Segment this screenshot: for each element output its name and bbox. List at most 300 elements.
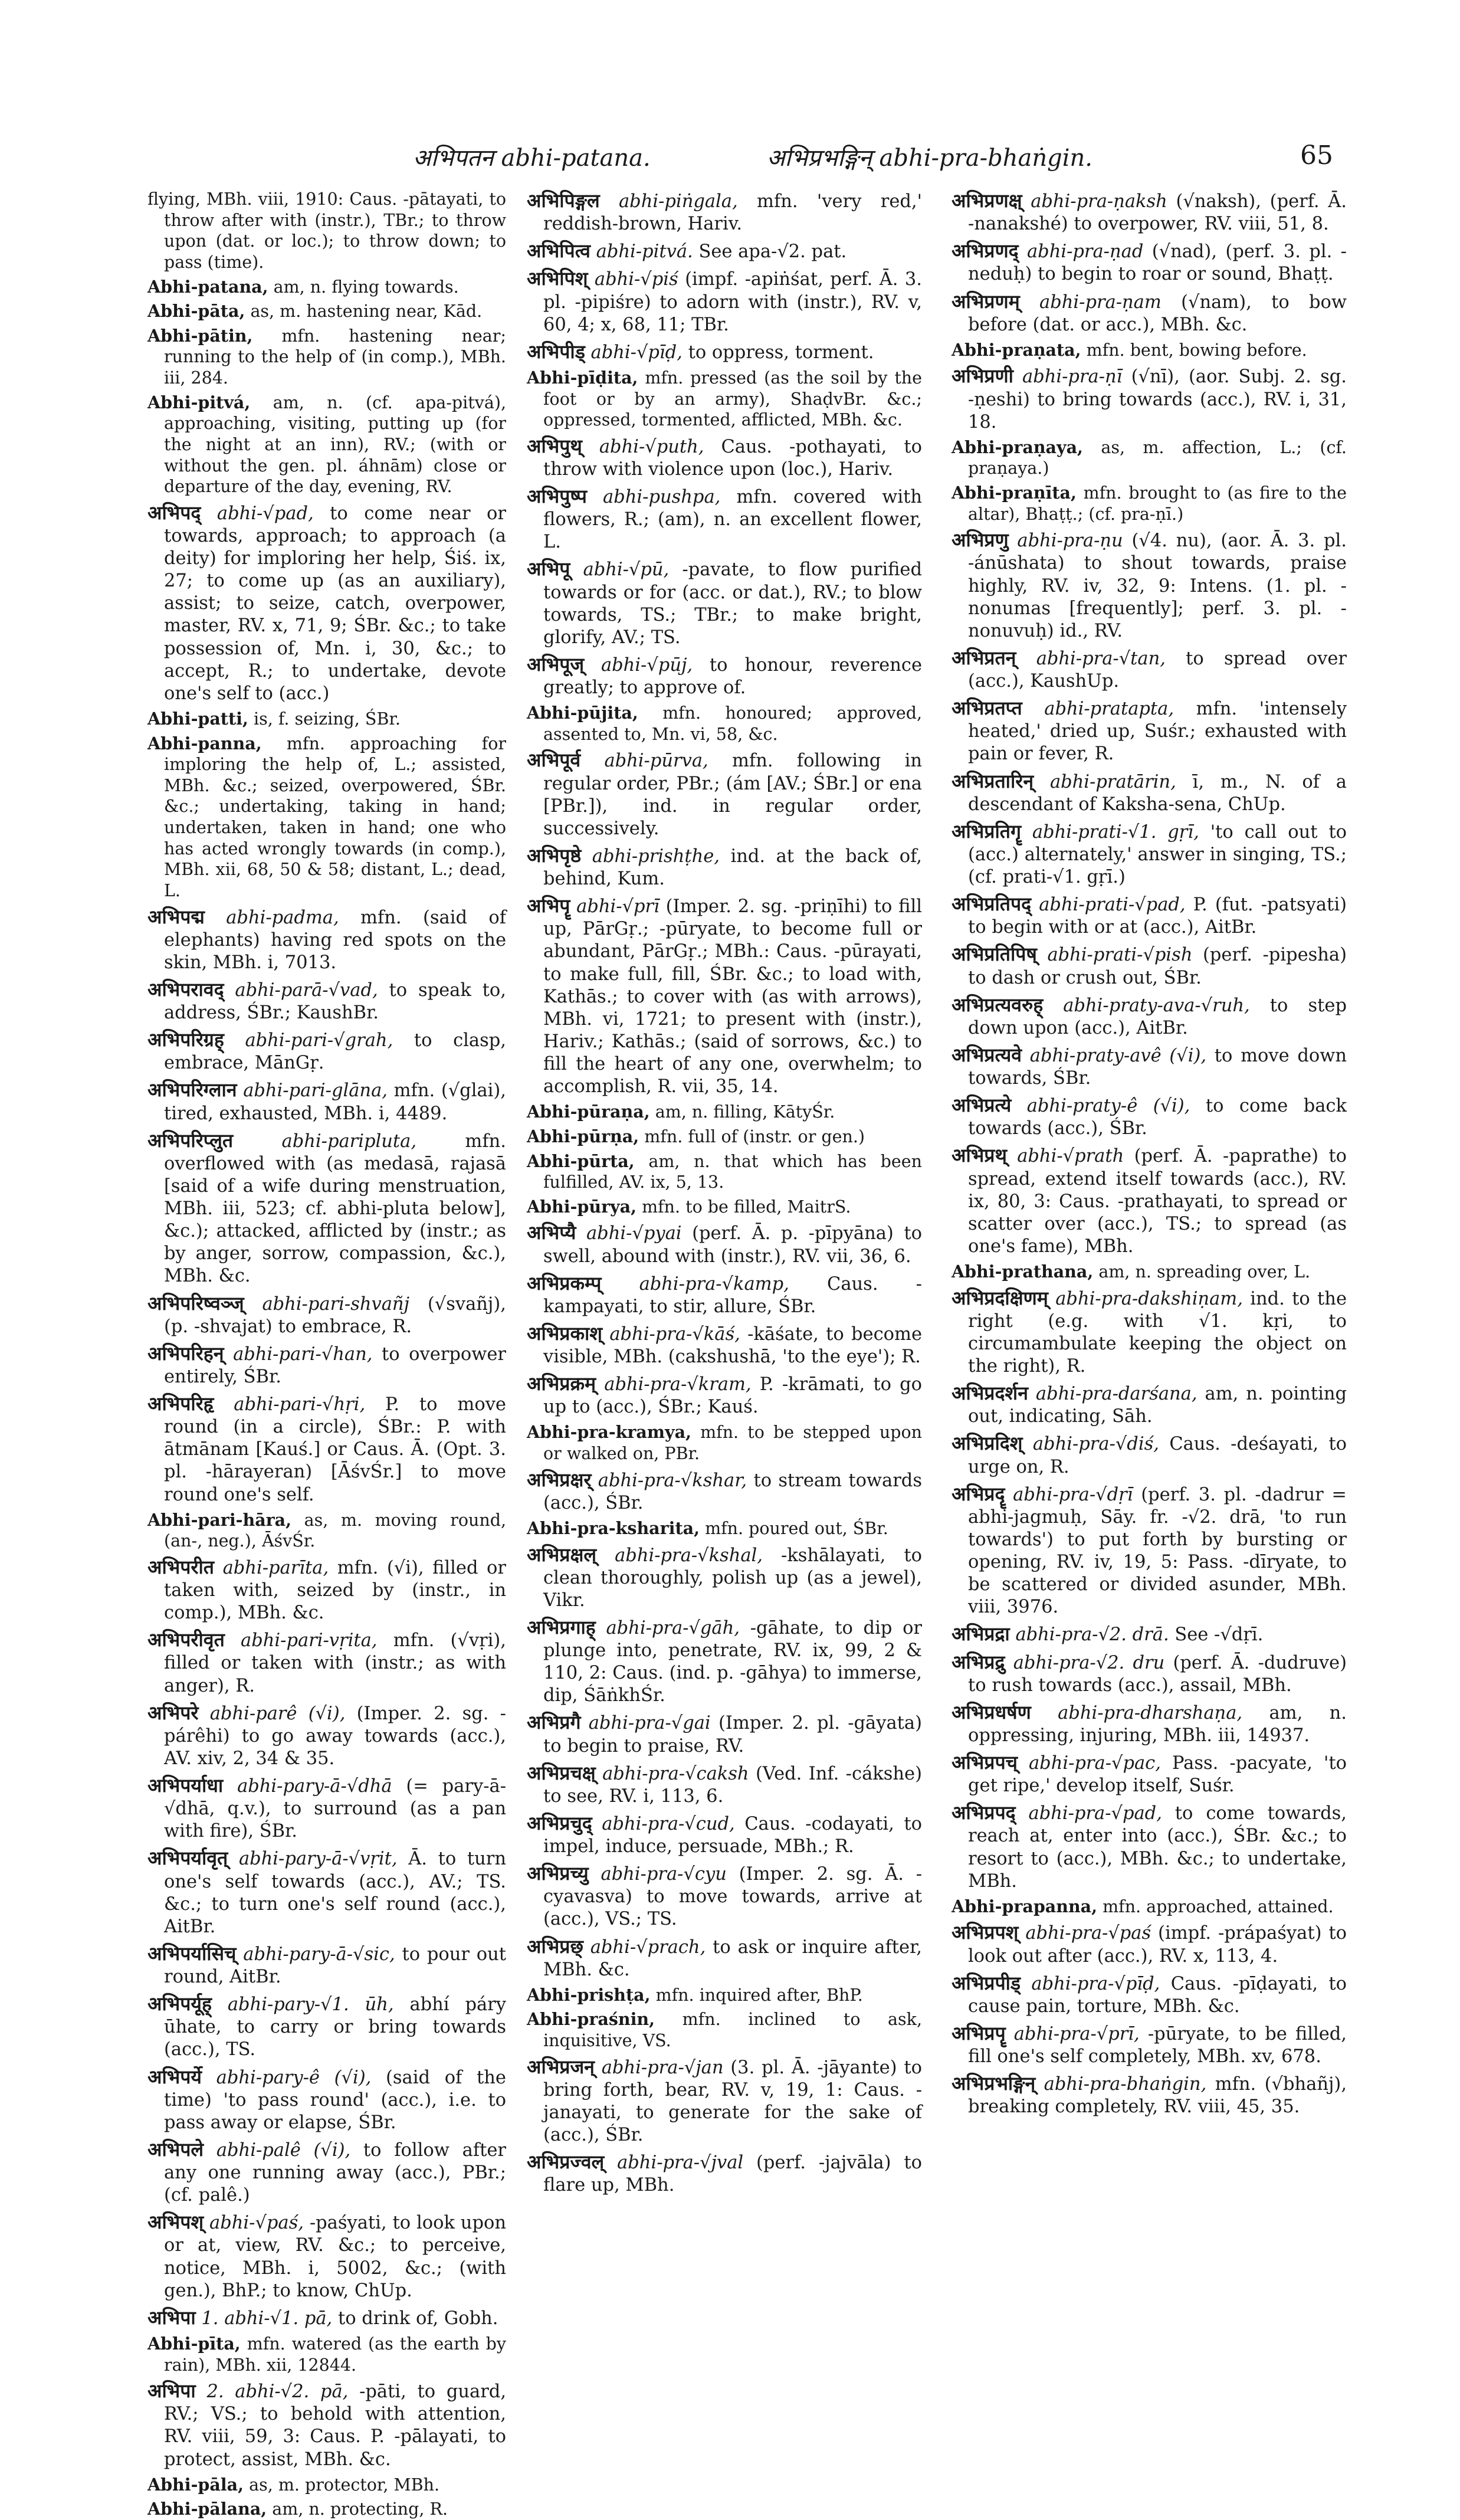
dictionary-entry xyxy=(952,696,1347,765)
headword: abhi-paripluta, xyxy=(281,1130,417,1152)
headword: abhi-pra-√diś, xyxy=(1032,1434,1159,1455)
dictionary-entry xyxy=(147,1846,506,1938)
definition: to spread over (acc.), KaushUp. xyxy=(968,648,1347,692)
dictionary-subentry xyxy=(527,1985,922,2006)
headword: Abhi-pra-kramya, xyxy=(527,1422,691,1443)
dictionary-entry xyxy=(952,1622,1347,1646)
dictionary-entry xyxy=(147,905,506,974)
dictionary-subentry xyxy=(527,1151,922,1193)
headword: 1. abhi-√1. pā, xyxy=(201,2308,333,2329)
definition: (Imper. 2. pl. -gāyata) to begin to praise, RV. xyxy=(543,1713,922,1757)
dictionary-subentry xyxy=(147,709,506,730)
dictionary-entry xyxy=(952,646,1347,693)
devanagari-headword: अभिपिङ्गल xyxy=(527,189,600,212)
definition: am, n. spreading over, L. xyxy=(1098,1262,1311,1282)
headword: abhi-pra-√2. drā. xyxy=(1015,1624,1169,1646)
dictionary-subentry xyxy=(527,368,922,431)
devanagari-headword: अभिपरिहृ xyxy=(147,1392,214,1415)
devanagari-headword: अभिप्रद्रु xyxy=(952,1650,1005,1673)
definition: mfn. (√vṛi), filled or taken with (instr.; as with anger), R. xyxy=(164,1630,506,1696)
dictionary-entry xyxy=(147,1292,506,1338)
dictionary-entry xyxy=(527,1272,922,1318)
definition: mfn. 'intensely heated,' dried up, Suśr.; exhausted with pain or fever, R. xyxy=(968,699,1347,765)
dictionary-entry xyxy=(147,2210,506,2302)
devanagari-headword: अभिप्रगाह् xyxy=(527,1615,596,1639)
devanagari-headword: अभिपरावद् xyxy=(147,978,224,1001)
devanagari-headword: अभिपर्यासिच् xyxy=(147,1942,237,1965)
devanagari-headword: अभिप्रचुद् xyxy=(527,1811,592,1834)
dictionary-subentry xyxy=(147,1510,506,1552)
definition: P. (fut. -patsyati) to begin with or at (acc.), AitBr. xyxy=(968,894,1347,938)
dictionary-entry xyxy=(527,2055,922,2147)
definition: (said of the time) 'to pass round' (acc.), i.e. to pass away or elapse, ŚBr. xyxy=(164,2067,506,2133)
devanagari-headword: अभिप्रणक्ष् xyxy=(952,189,1022,212)
dictionary-entry xyxy=(952,1093,1347,1140)
dictionary-entry xyxy=(952,2021,1347,2068)
definition: Caus. -pothayati, to throw with violence upon (loc.), Hariv. xyxy=(543,436,922,480)
devanagari-headword: अभिपद् xyxy=(147,501,201,524)
definition: mfn. inclined to ask, inquisitive, VS. xyxy=(543,2010,923,2050)
devanagari-headword: अभिप्रणु xyxy=(952,529,1009,552)
headword: abhi-pra-√jval xyxy=(617,2152,744,2174)
headword: Abhi-prishṭa, xyxy=(527,1984,651,2005)
devanagari-headword: अभिप्रदिश् xyxy=(952,1432,1023,1455)
devanagari-headword: अभिप्रतिपिष् xyxy=(952,943,1037,966)
headword: abhi-pari-√hṛi, xyxy=(234,1394,366,1415)
devanagari-headword: अभिपरिहन् xyxy=(147,1342,224,1365)
dictionary-entry xyxy=(527,1935,922,1981)
column-2 xyxy=(527,189,923,2196)
devanagari-headword: अभिप्रकम्प् xyxy=(527,1272,602,1295)
devanagari-headword: अभिपद्म xyxy=(147,905,205,928)
headword: Abhi-pūrṇa, xyxy=(527,1126,639,1146)
devanagari-headword: अभिप्रथ् xyxy=(952,1144,1007,1167)
devanagari-headword: अभिप्रपीड् xyxy=(952,1971,1021,1994)
headword: Abhi-pūrya, xyxy=(527,1196,637,1217)
dictionary-entry xyxy=(952,1431,1347,1478)
devanagari-headword: अभिप्रजन् xyxy=(527,2055,595,2078)
definition: to overpower entirely, ŚBr. xyxy=(164,1343,506,1387)
dictionary-entry xyxy=(147,1992,506,2061)
headword: abhi-pushpa, xyxy=(603,487,721,507)
headword: abhi-parê (√i), xyxy=(209,1703,346,1724)
definition: (√nad), (perf. 3. pl. -neduḥ) to begin to roar or sound, Bhaṭṭ. xyxy=(968,241,1347,285)
headword: abhi-pari-shvañj xyxy=(262,1293,410,1315)
definition: to drink of, Gobh. xyxy=(337,2308,498,2329)
headword: abhi-pra-√gāh, xyxy=(606,1617,740,1639)
definition: am, n. pointing out, indicating, Sāh. xyxy=(968,1384,1347,1427)
dictionary-entry xyxy=(952,1801,1347,1893)
dictionary-entry xyxy=(147,1028,506,1074)
dictionary-entry xyxy=(952,769,1347,816)
headword: abhi-prati-√1. gṛī, xyxy=(1032,821,1199,843)
definition: (Imper. 2. sg. -párêhi) to go away towards (acc.), AV. xiv, 2, 34 & 35. xyxy=(164,1703,506,1769)
headword: Abhi-pari-hāra, xyxy=(147,1509,292,1530)
dictionary-entry xyxy=(952,2072,1347,2118)
definition: mfn. inquired after, BhP. xyxy=(655,1985,863,2005)
definition: as, m. hastening near, Kād. xyxy=(250,302,483,322)
dictionary-entry xyxy=(147,2065,506,2134)
dictionary-entry xyxy=(952,1650,1347,1697)
header-left-word: अभिपतन abhi-patana. xyxy=(413,145,651,172)
devanagari-headword: अभिप्यै xyxy=(527,1221,576,1244)
devanagari-headword: अभिपरिग्लान xyxy=(147,1079,237,1102)
headword: abhi-pra-ṇu xyxy=(1017,530,1123,552)
devanagari-headword: अभिपश् xyxy=(147,2211,204,2234)
devanagari-headword: अभिपू xyxy=(527,558,570,581)
headword: abhi-pra-√2. dru xyxy=(1013,1652,1165,1673)
definition: to oppress, torment. xyxy=(688,342,874,363)
definition: See -√dṛī. xyxy=(1174,1624,1264,1646)
headword: abhi-pra-ṇam xyxy=(1039,291,1162,313)
headword: abhi-piṅgala, xyxy=(619,191,738,212)
definition: Caus. -kampayati, to stir, allure, ŚBr. xyxy=(543,1273,922,1317)
definition: mfn. hastening near; running to the help of (in comp.), MBh. iii, 284. xyxy=(164,326,506,388)
headword: abhi-√pūj, xyxy=(601,654,693,676)
devanagari-headword: अभिप्रतारिन् xyxy=(952,769,1034,792)
definition: ind. to the right (e.g. with √1. kṛi, to circumambulate keeping the object on the right), R. xyxy=(968,1288,1347,1377)
dictionary-entry xyxy=(527,189,922,235)
dictionary-entry xyxy=(952,189,1347,235)
definition: (perf. Ā. -paprathe) to spread, extend itself towards (acc.), RV. ix, 80, 3: Caus. -prathayati, to spread or scatter over (acc.), TS.; to spread (as one's fame), MBh. xyxy=(968,1146,1347,1257)
dictionary-entry xyxy=(147,1078,506,1125)
dictionary-entry xyxy=(952,1143,1347,1258)
headword: abhi-√pū, xyxy=(583,559,670,581)
headword: abhi-√pīḍ, xyxy=(590,342,683,363)
headword: abhi-pari-√han, xyxy=(233,1343,373,1365)
headword: abhi-pratapta, xyxy=(1044,699,1174,720)
headword: abhi-√pyai xyxy=(586,1223,682,1244)
headword: Abhi-praṇīta, xyxy=(952,483,1077,503)
devanagari-headword: अभिप्रपच् xyxy=(952,1751,1018,1774)
dictionary-entry xyxy=(952,993,1347,1040)
definition: mfn. poured out, ŚBr. xyxy=(705,1518,888,1538)
definition: am, n. (cf. apa-pitvá), approaching, visiting, putting up (for the night at an inn), RV.; (with or without the gen. pl. áhnām) close or departure of the day, evening, RV. xyxy=(164,392,507,497)
headword: abhi-pra-ṇad xyxy=(1026,241,1144,263)
dictionary-entry xyxy=(527,267,922,336)
dictionary-subentry xyxy=(952,340,1347,361)
devanagari-headword: अभिपित्व xyxy=(527,240,590,263)
devanagari-headword: अभिपर्ये xyxy=(147,2065,202,2088)
headword: Abhi-pālana, xyxy=(147,2499,267,2519)
headword: abhi-parā-√vad, xyxy=(235,979,378,1001)
devanagari-headword: अभिपुथ् xyxy=(527,434,582,457)
column-3 xyxy=(952,189,1347,2118)
headword: abhi-√pad, xyxy=(216,503,314,524)
headword: abhi-pari-vṛita, xyxy=(241,1630,378,1651)
definition: (√nī), (aor. Subj. 2. sg. -ṇeshi) to bring towards (acc.), RV. i, 31, 18. xyxy=(968,366,1347,432)
dictionary-entry xyxy=(527,340,922,364)
headword: abhi-praty-ê (√i), xyxy=(1026,1096,1190,1117)
dictionary-entry xyxy=(527,1543,922,1612)
headword: abhi-pra-√tan, xyxy=(1036,648,1166,669)
devanagari-headword: अभिपरे xyxy=(147,1701,199,1724)
devanagari-headword: अभिप्रद्रा xyxy=(952,1623,1010,1646)
headword: abhi-pra-√kshal, xyxy=(615,1545,763,1566)
definition: am, n. oppressing, injuring, MBh. iii, 14937. xyxy=(968,1702,1347,1746)
definition: to clasp, embrace, MānGṛ. xyxy=(164,1030,506,1074)
dictionary-subentry xyxy=(952,1261,1347,1283)
dictionary-subentry xyxy=(527,2009,922,2051)
headword: Abhi-pitvá, xyxy=(147,392,251,412)
definition: mfn. to be filled, MaitrS. xyxy=(642,1197,851,1217)
headword: abhi-pra-ṇaksh xyxy=(1031,191,1167,212)
definition: am, n. flying towards. xyxy=(273,277,459,297)
headword: Abhi-pīḍita, xyxy=(527,367,638,388)
headword: Abhi-pūrta, xyxy=(527,1151,635,1171)
definition: mfn. full of (instr. or gen.) xyxy=(644,1126,865,1146)
devanagari-headword: अभिपा xyxy=(147,2306,196,2329)
headword: abhi-pra-√kshar, xyxy=(598,1470,747,1491)
headword: abhi-pratārin, xyxy=(1049,771,1176,792)
headword: abhi-pra-√pad, xyxy=(1028,1803,1162,1824)
dictionary-entry xyxy=(147,1701,506,1770)
headword: Abhi-praṇaya, xyxy=(952,437,1083,457)
headword: abhi-palê (√i), xyxy=(216,2139,351,2161)
dictionary-entry xyxy=(952,942,1347,989)
headword: abhi-pary-√1. ūh, xyxy=(227,1994,394,2016)
devanagari-headword: अभिप्रगै xyxy=(527,1711,581,1734)
devanagari-headword: अभिप्रपॄ xyxy=(952,2021,1006,2044)
definition: Caus. -deśayati, to urge on, R. xyxy=(968,1434,1347,1477)
dictionary-entry xyxy=(952,1751,1347,1797)
definition: Ā. to turn one's self towards (acc.), AV.; TS. &c.; to turn one's self round (acc.), AitBr. xyxy=(164,1849,506,1937)
definition: ī, m., N. of a descendant of Kaksha-sena, ChUp. xyxy=(968,771,1347,815)
definition: as, m. moving round, (an-, neg.), ĀśvŚr. xyxy=(164,1510,506,1551)
devanagari-headword: अभिप्रत्ये xyxy=(952,1094,1012,1117)
headword: abhi-pary-ā-√dhā xyxy=(237,1776,392,1797)
dictionary-entry xyxy=(952,239,1347,286)
definition: (√svañj), (p. -shvajat) to embrace, R. xyxy=(164,1293,506,1337)
devanagari-headword: अभिपूर्व xyxy=(527,749,581,772)
dictionary-entry xyxy=(527,1372,922,1418)
dictionary-entry xyxy=(147,1628,506,1697)
definition: (Imper. 2. sg. -priṇīhi) to fill up, PārGṛ.; -pūryate, to become full or abundant, PārGṛ.; MBh.: Caus. -pūrayati, to make full, fill, ŚBr. &c.; to load with, Kathās.; to cover with (as with arrows), MBh. vi, 1721; to present with (instr.), Hariv.; Kathās.; (said of sorrows, &c.) to fill the heart of any one, overwhelm; to accomplish, R. vii, 35, 14. xyxy=(543,896,922,1097)
devanagari-headword: अभिपरिष्वञ्ज् xyxy=(147,1292,244,1315)
definition: (perf. -pipesha) to dash or crush out, ŚBr. xyxy=(968,945,1347,988)
dictionary-subentry xyxy=(952,483,1347,525)
definition: Caus. -codayati, to impel, induce, persuade, MBh.; R. xyxy=(543,1813,922,1857)
definition: -pavate, to flow purified towards or for (acc. or dat.), RV.; to blow towards, TS.; TBr.; to make bright, glorify, AV.; TS. xyxy=(543,559,923,648)
headword: Abhi-pīta, xyxy=(147,2333,241,2354)
headword: 2. abhi-√2. pā, xyxy=(206,2381,349,2403)
dictionary-entry xyxy=(952,1043,1347,1090)
devanagari-headword: अभिपुष्प xyxy=(527,485,587,507)
devanagari-headword: अभिप्रत्यवे xyxy=(952,1043,1022,1066)
devanagari-headword: अभिपिश् xyxy=(527,267,588,290)
definition: to step down upon (acc.), AitBr. xyxy=(968,995,1347,1038)
definition: (Ved. Inf. -cákshe) to see, RV. i, 113, 6. xyxy=(543,1763,922,1807)
headword: Abhi-pāla, xyxy=(147,2474,244,2495)
dictionary-entry xyxy=(952,364,1347,433)
devanagari-headword: अभिप्रत्यवरुह् xyxy=(952,993,1044,1016)
headword: abhi-pūrva, xyxy=(604,751,708,772)
dictionary-entry xyxy=(527,1221,922,1267)
definition: P. -krāmati, to go up to (acc.), ŚBr.; Kauś. xyxy=(543,1374,922,1418)
headword: abhi-√prath xyxy=(1017,1146,1124,1167)
dictionary-entry xyxy=(147,1342,506,1388)
devanagari-headword: अभिप्रदॄ xyxy=(952,1482,1005,1505)
headword: Abhi-pāta, xyxy=(147,301,245,322)
definition: to move down towards, ŚBr. xyxy=(968,1045,1347,1089)
definition: mfn. approaching for imploring the help of, L.; assisted, MBh. &c.; seized, overpowered, ŚBr. &c.; undertaking, taking in hand; undertaken, taken in hand; one who has acted wrongly towards (in comp.), MBh. xii, 68, 50 & 58; distant, L.; dead, L. xyxy=(164,733,506,900)
devanagari-headword: अभिपरिप्लुत xyxy=(147,1129,234,1152)
dictionary-entry xyxy=(952,290,1347,336)
definition: (√4. nu), (aor. Ā. 3. pl. -ánūshata) to shout towards, praise highly, RV. iv, 32, 9: Intens. (1. pl. -nonumas [frequently]; perf. 3. pl. -nonuvuḥ) id., RV. xyxy=(968,530,1347,641)
definition: (perf. Ā. p. -pīpyāna) to swell, abound with (instr.), RV. vii, 36, 6. xyxy=(543,1223,922,1267)
devanagari-headword: अभिप्रधर्षण xyxy=(952,1700,1031,1723)
definition: am, n. that which has been fulfilled, AV. ix, 5, 13. xyxy=(543,1151,922,1192)
dictionary-subentry xyxy=(527,1518,922,1539)
dictionary-subentry xyxy=(147,277,506,298)
headword: abhi-pari-√grah, xyxy=(245,1030,393,1051)
dictionary-entry xyxy=(147,1942,506,1988)
definition: (impf. -prápaśyat) to look out after (acc.), RV. x, 113, 4. xyxy=(968,1923,1347,1967)
headword: abhi-pra-√caksh xyxy=(602,1763,749,1784)
headword: abhi-pra-bhaṅgin, xyxy=(1044,2074,1207,2095)
devanagari-headword: अभिप्रछ् xyxy=(527,1935,583,1958)
definition: to come back towards (acc.), ŚBr. xyxy=(968,1096,1347,1139)
devanagari-headword: अभिपर्यूह् xyxy=(147,1993,212,2016)
definition: to speak to, address, ŚBr.; KaushBr. xyxy=(164,979,506,1023)
dictionary-subentry xyxy=(527,1102,922,1123)
headword: abhi-prishṭhe, xyxy=(592,846,720,867)
dictionary-subentry xyxy=(147,326,506,389)
dictionary-subentry xyxy=(147,189,506,273)
header-right-word: अभिप्रभङ्गिन् abhi-pra-bhaṅgin. xyxy=(767,145,1092,172)
devanagari-headword: अभिपृष्ठे xyxy=(527,844,582,867)
page-number: 65 xyxy=(1300,140,1333,171)
definition: as, m. protector, MBh. xyxy=(249,2475,440,2495)
definition: -kāśate, to become visible, MBh. (cakshushā, 'to the eye'); R. xyxy=(543,1323,922,1367)
definition: mfn. approached, attained. xyxy=(1103,1896,1334,1916)
headword: Abhi-prapanna, xyxy=(952,1896,1098,1916)
definition: to ask or inquire after, MBh. &c. xyxy=(543,1936,922,1980)
definition: mfn. (said of elephants) having red spots on the skin, MBh. i, 7013. xyxy=(164,907,506,973)
headword: abhi-pari-glāna, xyxy=(243,1080,388,1102)
dictionary-entry xyxy=(952,528,1347,643)
dictionary-entry xyxy=(527,1811,922,1858)
definition: to honour, reverence greatly; to approve of. xyxy=(543,654,923,698)
devanagari-headword: अभिप्रकाश् xyxy=(527,1322,603,1345)
devanagari-headword: अभिप्रचक्ष् xyxy=(527,1761,596,1784)
devanagari-headword: अभिपर्याधा xyxy=(147,1774,224,1797)
headword: abhi-pra-√cud, xyxy=(602,1813,735,1834)
dictionary-entry xyxy=(527,1710,922,1757)
dictionary-entry xyxy=(527,748,922,840)
definition: is, f. seizing, ŚBr. xyxy=(253,709,401,729)
dictionary-entry xyxy=(952,820,1347,889)
dictionary-entry xyxy=(952,1286,1347,1378)
headword: abhi-prati-√pish xyxy=(1047,945,1193,966)
headword: Abhi-pātin, xyxy=(147,325,253,346)
devanagari-headword: अभिप्रक्षल् xyxy=(527,1543,597,1566)
headword: abhi-pra-√kāś, xyxy=(609,1323,740,1345)
headword: abhi-√paś, xyxy=(209,2213,304,2234)
devanagari-headword: अभिप्रणद् xyxy=(952,240,1019,263)
headword: abhi-pra-√dṛī xyxy=(1013,1484,1133,1505)
devanagari-headword: अभिप्रणी xyxy=(952,365,1013,388)
dictionary-entry xyxy=(952,1700,1347,1747)
devanagari-headword: अभिप्रभङ्गिन् xyxy=(952,2072,1036,2095)
dictionary-entry xyxy=(147,1129,506,1288)
definition: See apa-√2. pat. xyxy=(698,241,847,263)
headword: abhi-parīta, xyxy=(222,1557,329,1578)
column-1 xyxy=(147,189,507,2519)
definition: mfn. watered (as the earth by rain), MBh. xii, 12844. xyxy=(164,2334,506,2375)
devanagari-headword: अभिपूज् xyxy=(527,653,585,676)
headword: abhi-√prī xyxy=(576,896,660,917)
headword: abhi-prati-√pad, xyxy=(1039,894,1186,916)
devanagari-headword: अभिप्रतप्त xyxy=(952,697,1022,720)
devanagari-headword: अभिपर्यावृत् xyxy=(147,1847,228,1870)
definition: P. to move round (in a circle), ŚBr.: P. with ātmānam [Kauś.] or Caus. Ā. (Opt. 3. pl. -hārayeran) [ĀśvŚr.] to move round one's self. xyxy=(164,1394,506,1505)
dictionary-subentry xyxy=(527,1422,922,1464)
definition: mfn. brought to (as fire to the altar), Bhaṭṭ.; (cf. pra-ṇī.) xyxy=(968,483,1347,524)
headword: Abhi-prathana, xyxy=(952,1261,1094,1282)
devanagari-headword: अभिप्रक्षर् xyxy=(527,1468,592,1491)
headword: abhi-pary-ā-√sic, xyxy=(243,1944,395,1965)
headword: abhi-pitvá. xyxy=(596,241,693,263)
dictionary-subentry xyxy=(952,1896,1347,1918)
dictionary-entry xyxy=(527,1761,922,1808)
headword: abhi-pra-√kram, xyxy=(604,1374,752,1395)
devanagari-headword: अभिप्रतन् xyxy=(952,646,1016,669)
devanagari-headword: अभिपा xyxy=(147,2380,196,2403)
dictionary-subentry xyxy=(527,1126,922,1148)
definition: (perf. 3. pl. -dadrur = abhi-jagmuḥ, Sāy. fr. -√2. drā, 'to run towards') to put forth by bursting or opening, RV. iv, 19, 5: Pass. -dīryate, to be scattered or divided asunder, MBh. viii, 3976. xyxy=(968,1484,1347,1618)
definition: -kshālayati, to clean thoroughly, polish up (as a jewel), Vikr. xyxy=(543,1545,922,1611)
dictionary-entry xyxy=(147,1555,506,1624)
headword: abhi-pra-ṇī xyxy=(1022,366,1123,388)
definition: mfn. honoured; approved, assented to, Mn. vi, 58, &c. xyxy=(543,703,923,744)
headword: abhi-pra-√jan xyxy=(601,2057,724,2078)
dictionary-entry xyxy=(527,1615,922,1708)
dictionary-entry xyxy=(527,844,922,890)
definition: mfn. (√glai), tired, exhausted, MBh. i, 4489. xyxy=(164,1080,506,1124)
headword: abhi-√puth, xyxy=(599,436,704,457)
dictionary-subentry xyxy=(147,2475,506,2496)
dictionary-subentry xyxy=(952,437,1347,479)
definition: mfn. (√i), filled or taken with, seized by (instr., in comp.), MBh. &c. xyxy=(164,1557,507,1624)
definition: to come near or towards, approach; to approach (a deity) for imploring her help, Śiś. ix, 27; to come up (as an auxiliary), assist; to seize, catch, overpower, master, RV. x, 71, 9; ŚBr. &c.; to take possession of, Mn. i, 30, &c.; to accept, R.; to undertake, devote one's self to (acc.) xyxy=(164,503,507,704)
devanagari-headword: अभिप्रपश् xyxy=(952,1921,1019,1944)
definition: Pass. -pacyate, 'to get ripe,' develop itself, Suśr. xyxy=(968,1753,1347,1797)
dictionary-entry xyxy=(527,1468,922,1515)
headword: abhi-pra-dharshaṇa, xyxy=(1058,1702,1243,1723)
devanagari-headword: अभिप्रणम् xyxy=(952,290,1020,313)
page-header xyxy=(147,140,1333,188)
dictionary-entry xyxy=(527,1322,922,1368)
definition: mfn. following in regular order, PBr.; (ám [AV.; ŚBr.] or ena [PBr.]), ind. in regular order, successively. xyxy=(543,751,922,839)
definition: mfn. (√bhañj), breaking completely, RV. viii, 45, 35. xyxy=(968,2074,1347,2118)
headword: Abhi-panna, xyxy=(147,733,262,753)
devanagari-headword: अभिपरीवृत xyxy=(147,1628,225,1651)
dictionary-entry xyxy=(527,484,922,553)
dictionary-subentry xyxy=(147,2334,506,2375)
dictionary-entry xyxy=(147,1392,506,1506)
dictionary-subentry xyxy=(527,703,922,745)
definition: mfn. 'very red,' reddish-brown, Hariv. xyxy=(543,191,922,235)
dictionary-entry xyxy=(527,653,922,699)
definition: to follow after any one running away (acc.), PBr.; (cf. palê.) xyxy=(164,2139,506,2206)
headword: abhi-pary-ê (√i), xyxy=(216,2067,372,2088)
definition: (√naksh), (perf. Ā. -nanakshé) to overpower, RV. viii, 51, 8. xyxy=(968,191,1347,235)
headword: abhi-pra-√paś xyxy=(1025,1923,1151,1944)
definition: (perf. -jajvāla) to flare up, MBh. xyxy=(543,2152,922,2196)
headword: abhi-pary-ā-√vṛit, xyxy=(238,1849,398,1870)
definition: (perf. Ā. -dudruve) to rush towards (acc.), assail, MBh. xyxy=(968,1652,1347,1696)
